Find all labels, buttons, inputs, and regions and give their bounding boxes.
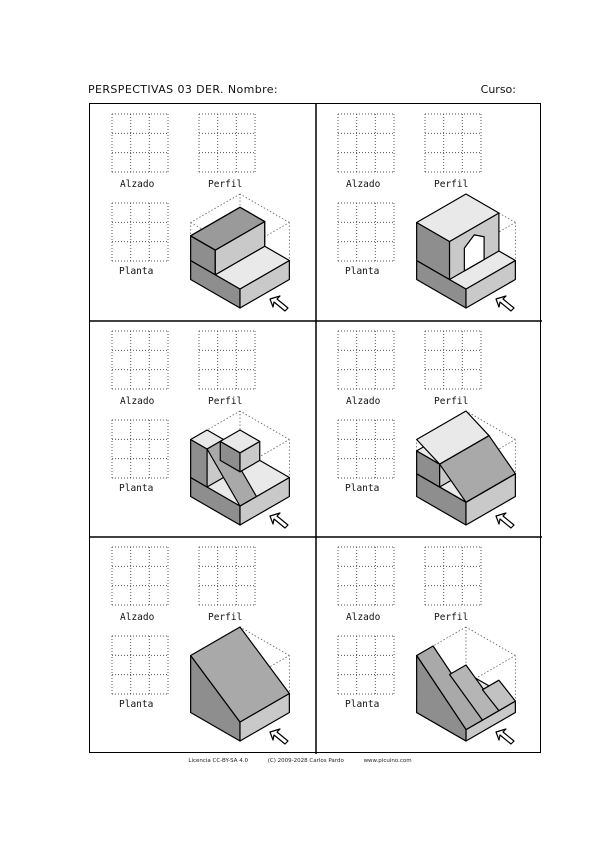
alzado-grid[interactable] xyxy=(112,547,168,605)
alzado-label: Alzado xyxy=(346,179,381,190)
arrow-shape xyxy=(270,513,288,528)
exercise-1 xyxy=(112,114,289,311)
planta-label: Planta xyxy=(345,699,380,710)
perfil-grid[interactable] xyxy=(425,331,481,389)
curso-label: Curso: xyxy=(480,83,516,96)
worksheet-footer xyxy=(0,758,600,764)
license-text: Licencia CC-BY-SA 4.0 xyxy=(188,758,249,764)
planta-grid[interactable] xyxy=(338,420,394,478)
arrow-shape xyxy=(496,296,514,311)
exercise-5 xyxy=(112,547,289,744)
view-direction-arrow-icon xyxy=(496,296,514,311)
isometric-piece xyxy=(191,627,290,741)
perfil-label: Perfil xyxy=(434,396,469,407)
arrow-shape xyxy=(496,729,514,744)
alzado-label: Alzado xyxy=(346,612,381,623)
ramp-block xyxy=(191,627,290,741)
isometric-piece xyxy=(191,430,290,525)
isometric-piece xyxy=(417,194,516,308)
perfil-label: Perfil xyxy=(434,612,469,623)
alzado-label: Alzado xyxy=(120,612,155,623)
copyright-text: (C) 2009-2028 Carlos Pardo xyxy=(267,758,344,764)
alzado-label: Alzado xyxy=(120,179,155,190)
exercise-sheet xyxy=(89,103,541,753)
alzado-grid[interactable] xyxy=(338,331,394,389)
view-direction-arrow-icon xyxy=(496,729,514,744)
alzado-label: Alzado xyxy=(120,396,155,407)
perfil-grid[interactable] xyxy=(199,331,255,389)
isometric-piece xyxy=(417,646,516,741)
worksheet-header xyxy=(88,83,530,99)
sheet-drawing xyxy=(90,104,542,754)
planta-grid[interactable] xyxy=(338,636,394,694)
planta-grid[interactable] xyxy=(112,636,168,694)
planta-label: Planta xyxy=(119,266,154,277)
isometric-piece xyxy=(417,411,516,525)
perfil-grid[interactable] xyxy=(199,114,255,172)
exercise-3 xyxy=(112,331,289,528)
alzado-label: Alzado xyxy=(346,396,381,407)
planta-label: Planta xyxy=(345,483,380,494)
alzado-grid[interactable] xyxy=(112,331,168,389)
arrow-shape xyxy=(270,296,288,311)
site-text: www.picuino.com xyxy=(363,758,412,764)
perfil-label: Perfil xyxy=(208,612,243,623)
perfil-grid[interactable] xyxy=(425,114,481,172)
perfil-grid[interactable] xyxy=(425,547,481,605)
view-direction-arrow-icon xyxy=(496,513,514,528)
isometric-piece xyxy=(191,207,290,308)
exercise-2 xyxy=(338,114,515,311)
arrow-shape xyxy=(270,729,288,744)
view-direction-arrow-icon xyxy=(270,296,288,311)
view-direction-arrow-icon xyxy=(270,729,288,744)
alzado-grid[interactable] xyxy=(338,547,394,605)
arrow-shape xyxy=(496,513,514,528)
perfil-grid[interactable] xyxy=(199,547,255,605)
exercise-4 xyxy=(338,331,515,528)
alzado-grid[interactable] xyxy=(338,114,394,172)
perfil-label: Perfil xyxy=(434,179,469,190)
worksheet-title: PERSPECTIVAS 03 DER. Nombre: xyxy=(88,83,279,96)
planta-grid[interactable] xyxy=(112,203,168,261)
perfil-label: Perfil xyxy=(208,179,243,190)
planta-grid[interactable] xyxy=(112,420,168,478)
planta-label: Planta xyxy=(119,483,154,494)
planta-label: Planta xyxy=(345,266,380,277)
view-direction-arrow-icon xyxy=(270,513,288,528)
planta-grid[interactable] xyxy=(338,203,394,261)
planta-label: Planta xyxy=(119,699,154,710)
perfil-label: Perfil xyxy=(208,396,243,407)
alzado-grid[interactable] xyxy=(112,114,168,172)
exercise-6 xyxy=(338,547,515,744)
